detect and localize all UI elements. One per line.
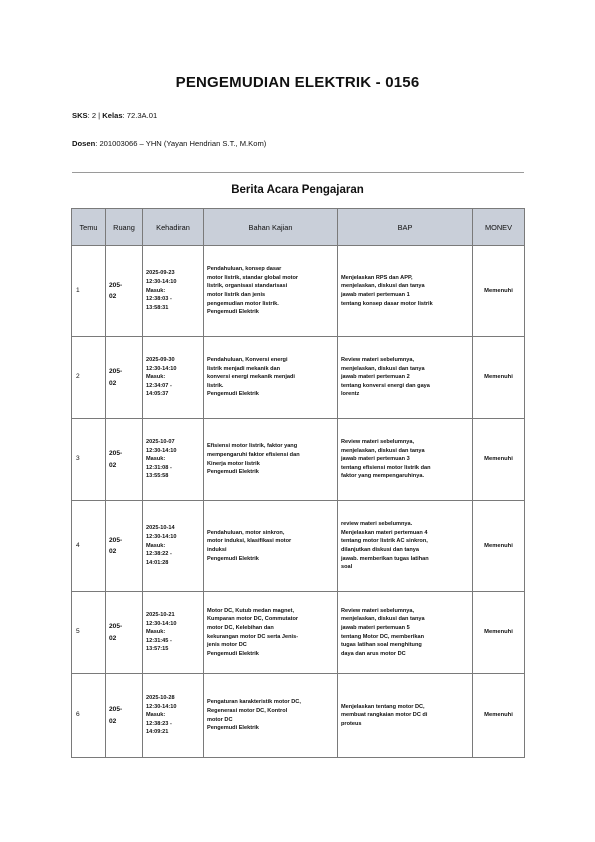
sks-value: : 2 | bbox=[87, 111, 101, 120]
kelas-label: Kelas bbox=[102, 111, 123, 120]
bap-cell: Review materi sebelumnya, menjelaskan, diskusi dan tanya jawab materi pertemuan 5 tentang Motor DC, memberikan tugas latihan soal menghitung daya dan arus motor DC bbox=[338, 592, 473, 674]
ruang-cell: 205- 02 bbox=[106, 501, 143, 592]
monev-cell: Memenuhi bbox=[473, 419, 525, 501]
bahan-kajian-cell: Pendahuluan, Konversi energi listrik menjadi mekanik dan konversi energi mekanik menjadi listrik. Pengemudi Elektrik bbox=[204, 337, 338, 419]
section-title: Berita Acara Pengajaran bbox=[231, 184, 364, 196]
bap-cell: Review materi sebelumnya, menjelaskan, diskusi dan tanya jawab materi pertemuan 3 tentang efisiensi motor listrik dan faktor yang mempengaruhinya. bbox=[338, 419, 473, 501]
table-row bbox=[72, 246, 525, 337]
kelas-value: : 72.3A.01 bbox=[122, 111, 158, 120]
kehadiran-cell: 2025-09-30 12:30-14:10 Masuk: 12:34:07 - 14:05:37 bbox=[143, 337, 204, 419]
kehadiran-cell: 2025-10-28 12:30-14:10 Masuk: 12:38:23 - 14:09:21 bbox=[143, 674, 204, 758]
bahan-kajian-cell: Pendahuluan, motor sinkron, motor induksi, klasifikasi motor induksi Pengemudi Elektrik bbox=[204, 501, 338, 592]
ruang-cell: 205- 02 bbox=[106, 592, 143, 674]
ruang-cell: 205- 02 bbox=[106, 419, 143, 501]
ruang-cell: 205- 02 bbox=[106, 246, 143, 337]
dosen-label: Dosen bbox=[72, 139, 96, 148]
sks-label: SKS bbox=[72, 111, 88, 120]
ruang-cell: 205- 02 bbox=[106, 674, 143, 758]
header-temu: Temu bbox=[72, 209, 106, 246]
header-ruang: Ruang bbox=[106, 209, 143, 246]
temu-cell: 3 bbox=[72, 419, 106, 501]
dosen-value: : 201003066 – YHN (Yayan Hendrian S.T., M.Kom) bbox=[95, 139, 267, 148]
temu-cell: 5 bbox=[72, 592, 106, 674]
kehadiran-cell: 2025-10-07 12:30-14:10 Masuk: 12:31:08 - 13:55:58 bbox=[143, 419, 204, 501]
monev-cell: Memenuhi bbox=[473, 674, 525, 758]
table-row bbox=[72, 592, 525, 674]
kehadiran-cell: 2025-10-21 12:30-14:10 Masuk: 12:31:45 - 13:57:15 bbox=[143, 592, 204, 674]
temu-cell: 1 bbox=[72, 246, 106, 337]
bap-cell: Menjelaskan RPS dan APP, menjelaskan, diskusi dan tanya jawab materi pertemuan 1 tentang konsep dasar motor listrik bbox=[338, 246, 473, 337]
monev-cell: Memenuhi bbox=[473, 246, 525, 337]
page-title: PENGEMUDIAN ELEKTRIK - 0156 bbox=[175, 74, 420, 91]
monev-cell: Memenuhi bbox=[473, 501, 525, 592]
bap-cell: review materi sebelumnya. Menjelaskan materi pertemuan 4 tentang motor listrik AC sinkron, dilanjutkan diskusi dan tanya jawab. memberikan tugas latihan soal bbox=[338, 501, 473, 592]
ruang-cell: 205- 02 bbox=[106, 337, 143, 419]
table-row bbox=[72, 674, 525, 758]
table-row bbox=[72, 419, 525, 501]
bahan-kajian-cell: Efisiensi motor listrik, faktor yang mempengaruhi faktor efisiensi dan Kinerja motor listrik Pengemudi Elektrik bbox=[204, 419, 338, 501]
temu-cell: 6 bbox=[72, 674, 106, 758]
bahan-kajian-cell: Pengaturan karakteristik motor DC, Regenerasi motor DC, Kontrol motor DC Pengemudi Elektrik bbox=[204, 674, 338, 758]
class-info bbox=[72, 111, 157, 120]
table-header-row bbox=[72, 209, 525, 246]
kehadiran-cell: 2025-10-14 12:30-14:10 Masuk: 12:38:22 - 14:01:28 bbox=[143, 501, 204, 592]
bahan-kajian-cell: Motor DC, Kutub medan magnet, Kumparan motor DC, Commutator motor DC, Kelebihan dan kekurangan motor DC serta Jenis- jenis motor DC Pengemudi Elektrik bbox=[204, 592, 338, 674]
header-bahan-kajian: Bahan Kajian bbox=[204, 209, 338, 246]
temu-cell: 2 bbox=[72, 337, 106, 419]
teaching-report-table bbox=[71, 208, 525, 758]
bap-cell: Review materi sebelumnya, menjelaskan, diskusi dan tanya jawab materi pertemuan 2 tentang konversi energi dan gaya lorentz bbox=[338, 337, 473, 419]
lecturer-info bbox=[72, 139, 266, 148]
table-row bbox=[72, 337, 525, 419]
header-monev: MONEV bbox=[473, 209, 525, 246]
header-kehadiran: Kehadiran bbox=[143, 209, 204, 246]
divider bbox=[72, 172, 524, 173]
temu-cell: 4 bbox=[72, 501, 106, 592]
bahan-kajian-cell: Pendahuluan, konsep dasar motor listrik, standar global motor listrik, organisasi standarisasi motor listrik dan jenis pengemudian motor listrik. Pengemudi Elektrik bbox=[204, 246, 338, 337]
table-row bbox=[72, 501, 525, 592]
header-bap: BAP bbox=[338, 209, 473, 246]
monev-cell: Memenuhi bbox=[473, 337, 525, 419]
bap-cell: Menjelaskan tentang motor DC, membuat rangkaian motor DC di proteus bbox=[338, 674, 473, 758]
kehadiran-cell: 2025-09-23 12:30-14:10 Masuk: 12:38:03 - 13:58:31 bbox=[143, 246, 204, 337]
monev-cell: Memenuhi bbox=[473, 592, 525, 674]
